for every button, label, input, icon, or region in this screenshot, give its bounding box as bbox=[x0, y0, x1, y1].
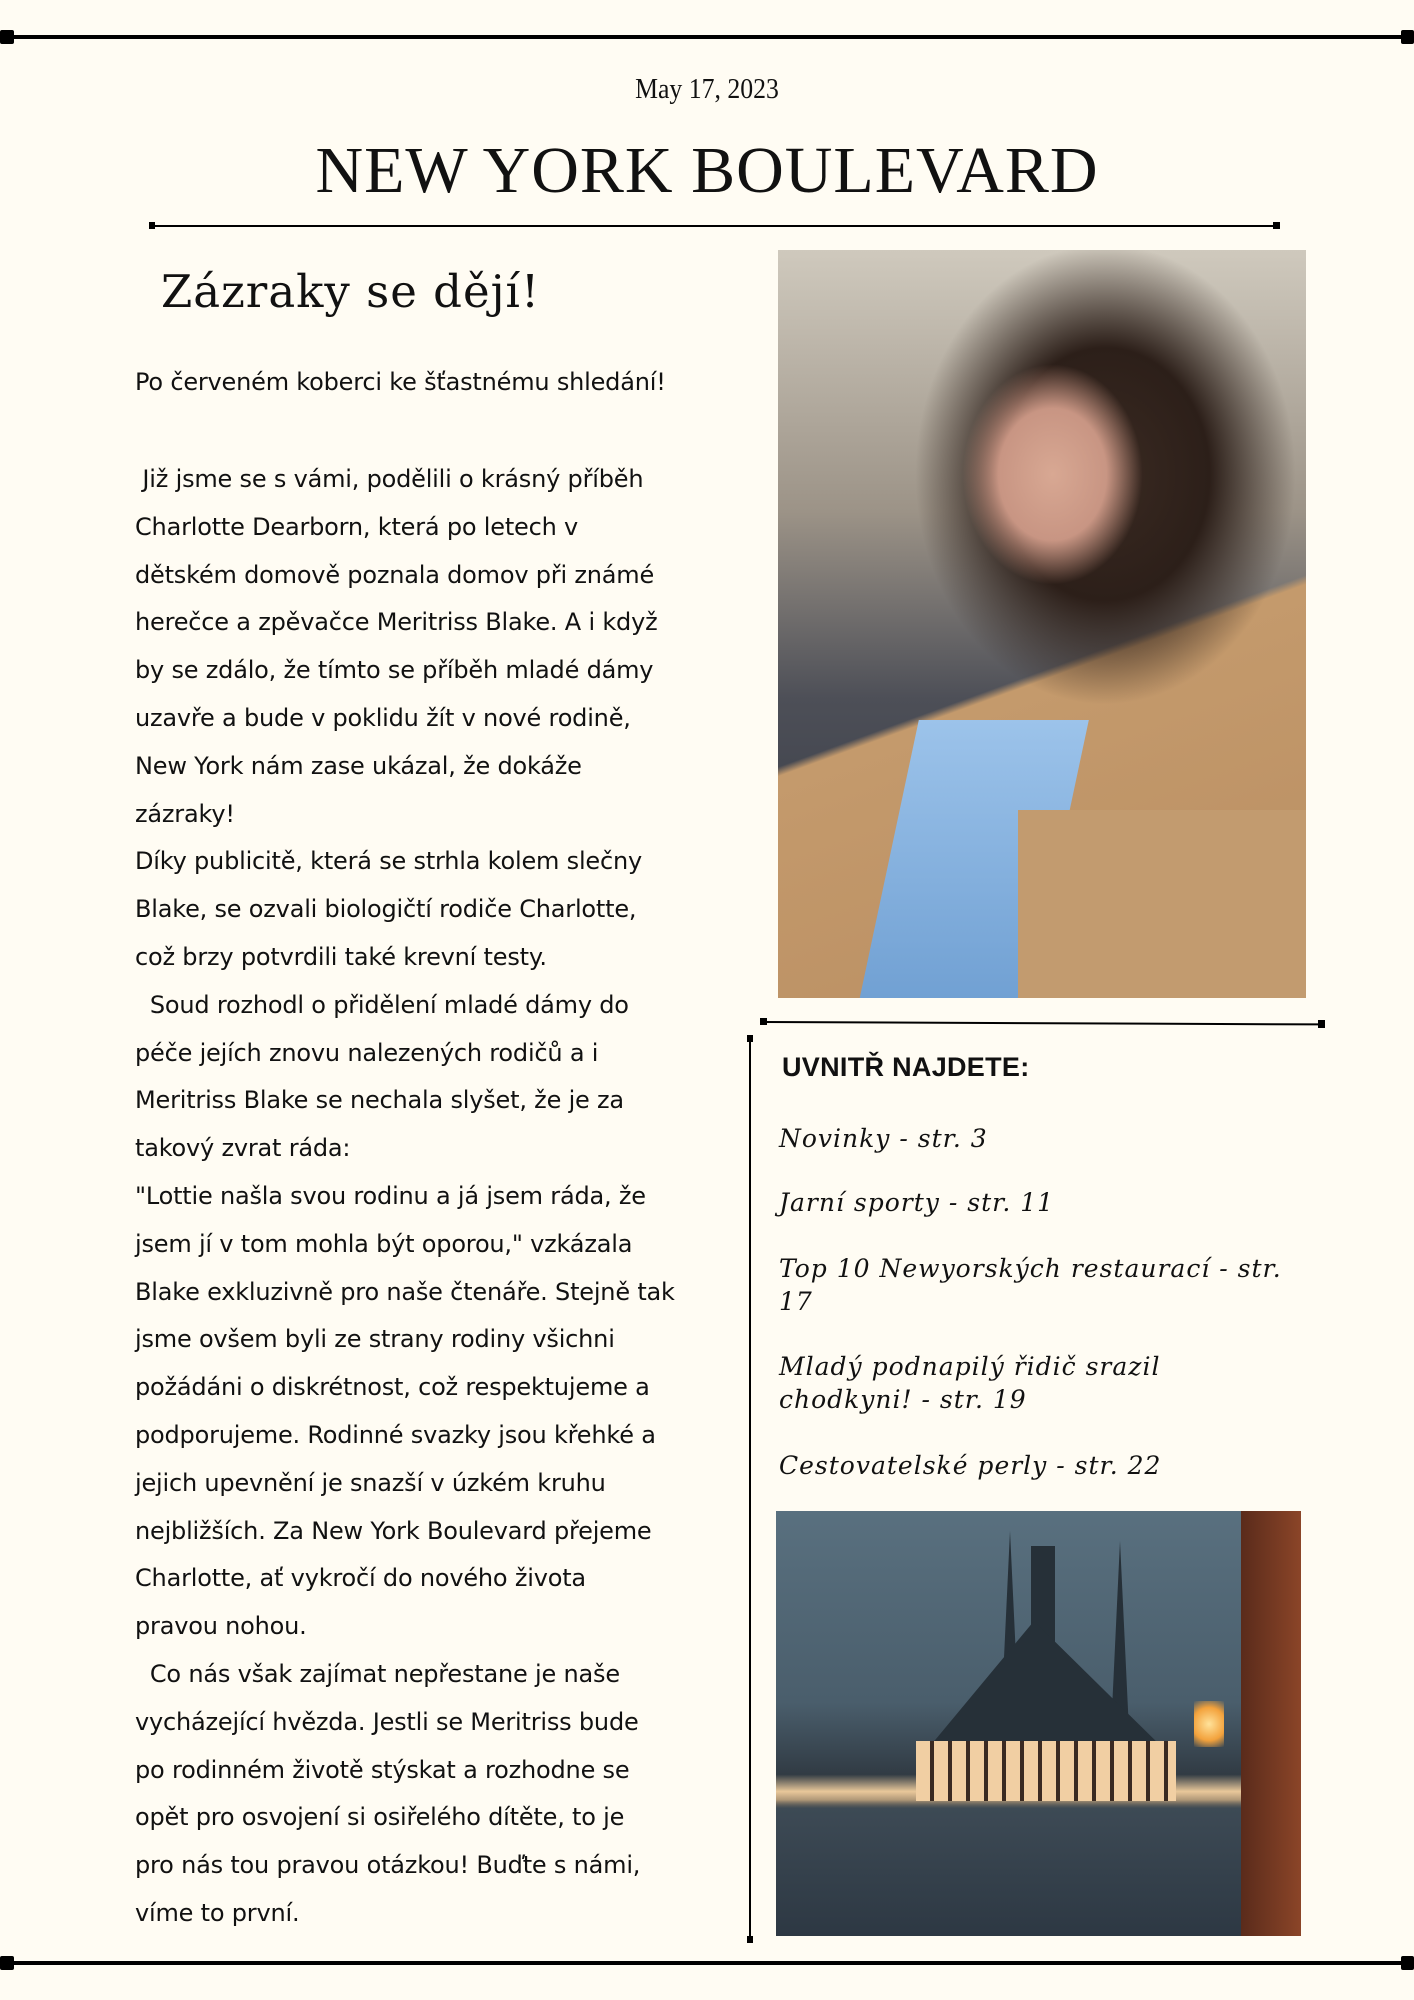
toc-item-line: Jarní sporty - str. 11 bbox=[779, 1188, 1055, 1217]
sidebar-top-rule-cap-left bbox=[760, 1018, 767, 1025]
masthead-title: NEW YORK BOULEVARD bbox=[315, 134, 1099, 207]
article-line: podporujeme. Rodinné svazky jsou křehké a bbox=[135, 1421, 656, 1449]
sidebar-title: UVNITŘ NAJDETE: bbox=[782, 1052, 1030, 1082]
article-line: Již jsme se s vámi, podělili o krásný příběh bbox=[135, 465, 644, 493]
article-subtitle: Po červeném koberci ke šťastnému shledání! bbox=[135, 368, 666, 396]
toc-item bbox=[779, 1122, 1319, 1155]
article-line: uzavře a bude v poklidu žít v nové rodině, bbox=[135, 704, 631, 732]
article-line: víme to první. bbox=[135, 1899, 300, 1927]
bottom-rule bbox=[0, 1961, 1414, 1965]
article-line: "Lottie našla svou rodinu a já jsem ráda, že bbox=[135, 1182, 646, 1210]
bottom-rule-cap-left bbox=[0, 1956, 14, 1970]
top-rule-cap-left bbox=[0, 30, 14, 44]
article-line: by se zdálo, že tímto se příběh mladé dámy bbox=[135, 656, 654, 685]
article-line: Díky publicitě, která se strhla kolem slečny bbox=[135, 847, 643, 876]
article-line: požádáni o diskrétnost, což respektujeme a bbox=[135, 1373, 650, 1402]
article-line: New York nám zase ukázal, že dokáže bbox=[135, 751, 582, 780]
article-line: jsme ovšem byli ze strany rodiny všichni bbox=[135, 1325, 615, 1354]
toc-item bbox=[779, 1186, 1319, 1219]
article-line: Soud rozhodl o přidělení mladé dámy do bbox=[135, 990, 629, 1019]
article-line: nejbližších. Za New York Boulevard přejeme bbox=[135, 1516, 652, 1545]
bottom-rule-cap-right bbox=[1401, 1956, 1414, 1970]
article-line: zázraky! bbox=[135, 799, 235, 828]
article-headline: Zázraky se dějí! bbox=[161, 265, 541, 318]
townscape-photo bbox=[776, 1511, 1301, 1936]
street-lamp bbox=[1194, 1701, 1224, 1747]
townscape-roof bbox=[926, 1621, 1166, 1751]
article-line: opět pro osvojení si osiřelého dítěte, to je bbox=[135, 1803, 625, 1832]
article-line: pro nás tou pravou otázkou! Buďte s námi, bbox=[135, 1851, 641, 1880]
sidebar-left-rule-cap-bottom bbox=[747, 1936, 753, 1943]
article-line: pravou nohou. bbox=[135, 1612, 307, 1641]
toc-item bbox=[779, 1252, 1319, 1318]
toc-item-line: Mladý podnapilý řidič srazil bbox=[779, 1352, 1161, 1381]
masthead-rule-cap-right bbox=[1273, 222, 1280, 229]
article-line: Charlotte Dearborn, která po letech v bbox=[135, 512, 579, 541]
article-line: Blake, se ozvali biologičtí rodiče Charlotte, bbox=[135, 895, 637, 924]
sidebar-left-rule-cap-top bbox=[747, 1035, 753, 1042]
article-line: herečce a zpěvačce Meritriss Blake. A i když bbox=[135, 608, 658, 637]
article-line: Charlotte, ať vykročí do nového života bbox=[135, 1564, 586, 1593]
top-rule-cap-right bbox=[1401, 30, 1414, 44]
portrait-coat-shape bbox=[1018, 810, 1306, 998]
townscape-building-edge bbox=[1241, 1511, 1301, 1936]
toc-item-line: Novinky - str. 3 bbox=[779, 1124, 988, 1153]
article-line: Co nás však zajímat nepřestane je naše bbox=[135, 1660, 620, 1688]
portrait-photo bbox=[778, 250, 1306, 998]
article-line: vycházející hvězda. Jestli se Meritriss bude bbox=[135, 1707, 639, 1736]
masthead-rule bbox=[149, 225, 1279, 227]
sidebar-top-rule-cap-right bbox=[1318, 1020, 1325, 1028]
article-line: dětském domově poznala domov při známé bbox=[135, 560, 655, 589]
article-line: jejich upevnění je snazší v úzkém kruhu bbox=[135, 1468, 606, 1497]
article-line: takový zvrat ráda: bbox=[135, 1134, 351, 1163]
masthead-rule-cap-left bbox=[149, 222, 155, 229]
article-line: jsem jí v tom mohla být oporou," vzkázala bbox=[135, 1229, 633, 1258]
sidebar-left-rule bbox=[749, 1038, 751, 1938]
toc-item bbox=[779, 1350, 1319, 1416]
article-line: po rodinném životě stýskat a rozhodne se bbox=[135, 1755, 630, 1784]
article-line: péče jejích znovu nalezených rodičů a i bbox=[135, 1038, 599, 1067]
sidebar-top-rule bbox=[763, 1021, 1321, 1025]
article-line: Meritriss Blake se nechala slyšet, že je za bbox=[135, 1086, 624, 1115]
article-line: Blake exkluzivně pro naše čtenáře. Stejně tak bbox=[135, 1277, 675, 1306]
article-line: což brzy potvrdili také krevní testy. bbox=[135, 943, 547, 971]
toc-item-line: Cestovatelské perly - str. 22 bbox=[779, 1451, 1162, 1480]
toc-item-line: 17 bbox=[779, 1287, 813, 1316]
toc-item-line: chodkyni! - str. 19 bbox=[779, 1385, 1027, 1414]
toc-item-line: Top 10 Newyorských restaurací - str. bbox=[779, 1254, 1282, 1283]
issue-date: May 17, 2023 bbox=[635, 74, 779, 105]
townscape-half-timbered-facade bbox=[916, 1741, 1176, 1801]
top-rule bbox=[0, 35, 1414, 39]
toc-item bbox=[779, 1449, 1319, 1482]
